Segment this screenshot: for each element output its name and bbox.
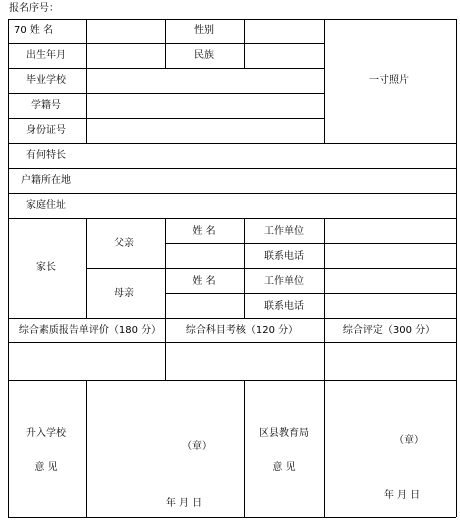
county-opinion-title: 区县教育局 <box>259 428 309 439</box>
school-date: 年 月 日 <box>165 498 203 509</box>
mother-label: 母亲 <box>114 288 134 299</box>
household-field[interactable] <box>87 169 455 193</box>
mother-work-field[interactable] <box>325 269 455 293</box>
line <box>8 517 456 518</box>
school-opinion-box[interactable] <box>87 381 244 516</box>
line <box>86 218 87 318</box>
school-opinion-title: 升入学校 <box>26 428 66 439</box>
county-opinion-subtitle: 意 见 <box>272 462 296 473</box>
school-opinion-subtitle: 意 见 <box>34 462 58 473</box>
father-work-label: 工作单位 <box>264 226 304 237</box>
gender-field[interactable] <box>245 20 323 43</box>
specialty-field[interactable] <box>87 144 455 168</box>
mother-phone-field[interactable] <box>325 294 455 318</box>
ethnicity-label: 民族 <box>194 50 214 61</box>
school-seal: （章） <box>182 441 212 452</box>
name-field[interactable] <box>87 20 164 43</box>
father-phone-label: 联系电话 <box>264 251 304 262</box>
line <box>244 218 245 318</box>
parent-label: 家长 <box>36 262 56 273</box>
birth-date-field[interactable] <box>87 44 164 68</box>
father-label: 父亲 <box>114 238 134 249</box>
address-field[interactable] <box>87 194 455 218</box>
quality-report-label: 综合素质报告单评价（180 分） <box>18 325 162 336</box>
line <box>456 19 457 517</box>
quality-report-score-field[interactable] <box>9 343 165 380</box>
id-number-label: 身份证号 <box>26 125 66 136</box>
father-work-field[interactable] <box>325 219 455 243</box>
father-name-field[interactable] <box>166 244 244 268</box>
ethnicity-field[interactable] <box>245 44 323 68</box>
address-label: 家庭住址 <box>26 200 66 211</box>
id-number-field[interactable] <box>87 119 323 143</box>
graduate-school-label: 毕业学校 <box>26 75 66 86</box>
specialty-label: 有何特长 <box>26 150 66 161</box>
father-name-label: 姓 名 <box>192 226 216 237</box>
household-label: 户籍所在地 <box>21 175 71 186</box>
gender-label: 性别 <box>194 25 214 36</box>
name-label: 70 姓 名 <box>14 25 54 36</box>
line <box>165 19 166 68</box>
subject-exam-score-field[interactable] <box>166 343 324 380</box>
line <box>8 19 9 517</box>
subject-exam-label: 综合科目考核（120 分） <box>185 325 299 336</box>
father-phone-field[interactable] <box>325 244 455 268</box>
mother-work-label: 工作单位 <box>264 276 304 287</box>
student-number-field[interactable] <box>87 94 323 118</box>
line <box>244 380 245 517</box>
graduate-school-field[interactable] <box>87 69 323 93</box>
county-seal: （章） <box>394 435 424 446</box>
overall-score-field[interactable] <box>325 343 455 380</box>
mother-name-field[interactable] <box>166 294 244 318</box>
mother-phone-label: 联系电话 <box>264 301 304 312</box>
student-number-label: 学籍号 <box>31 100 61 111</box>
overall-label: 综合评定（300 分） <box>342 325 436 336</box>
birth-date-label: 出生年月 <box>26 50 66 61</box>
county-date: 年 月 日 <box>383 490 421 501</box>
photo-label: 一寸照片 <box>369 75 409 86</box>
registration-number-label: 报名序号： <box>9 3 59 14</box>
mother-name-label: 姓 名 <box>192 276 216 287</box>
line <box>8 318 456 319</box>
